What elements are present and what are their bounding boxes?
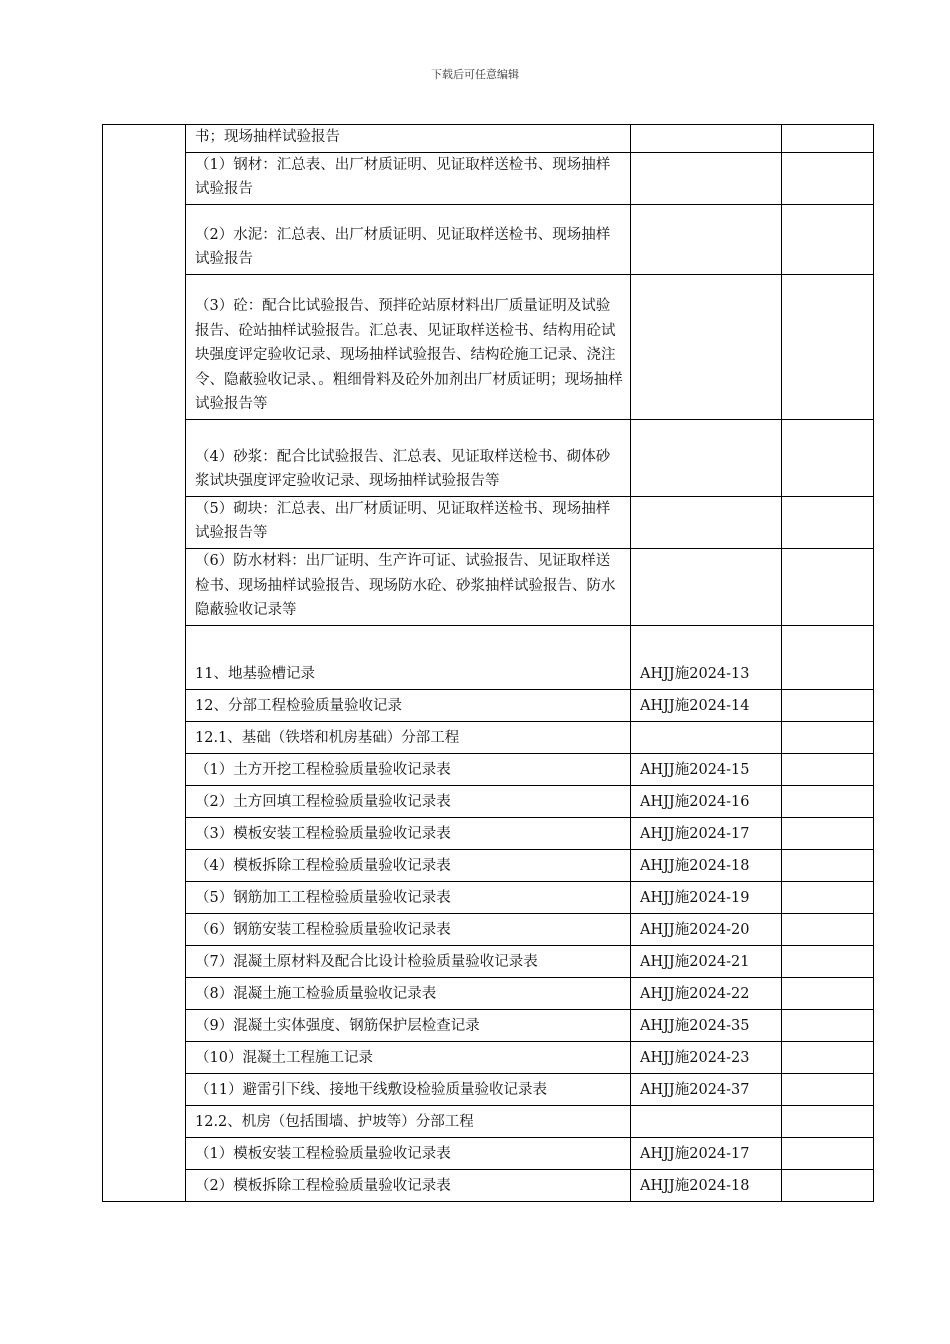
item-text: 12.2、机房（包括围墙、护坡等）分部工程 [186,1105,631,1137]
item-code: AHJJ施2024-18 [631,849,782,881]
item-code [631,548,782,625]
item-remark [782,785,874,817]
table-row [103,1137,874,1169]
item-code [631,125,782,153]
item-text: （1）钢材：汇总表、出厂材质证明、见证取样送检书、现场抽样试验报告 [186,152,631,204]
item-remark [782,1041,874,1073]
item-code [631,204,782,274]
table-row [103,625,874,689]
item-code: AHJJ施2024-18 [631,1169,782,1201]
item-remark [782,945,874,977]
item-remark [782,1073,874,1105]
item-text: （3）砼：配合比试验报告、预拌砼站原材料出厂质量证明及试验报告、砼站抽样试验报告。汇总表、见证取样送检书、结构用砼试块强度评定验收记录、现场抽样试验报告、结构砼施工记录、浇注令、隐蔽验收记录、。粗细骨料及砼外加剂出厂材质证明；现场抽样试验报告等 [186,274,631,419]
item-text: （2）土方回填工程检验质量验收记录表 [186,785,631,817]
item-text: （5）钢筋加工工程检验质量验收记录表 [186,881,631,913]
item-remark [782,152,874,204]
table-row [103,1169,874,1201]
item-text: （2）模板拆除工程检验质量验收记录表 [186,1169,631,1201]
table-row [103,945,874,977]
item-text: （4）模板拆除工程检验质量验收记录表 [186,849,631,881]
item-code [631,1105,782,1137]
item-text: （2）水泥：汇总表、出厂材质证明、见证取样送检书、现场抽样试验报告 [186,204,631,274]
item-text: （6）钢筋安装工程检验质量验收记录表 [186,913,631,945]
table-row [103,913,874,945]
table-row [103,721,874,753]
item-text: （1）土方开挖工程检验质量验收记录表 [186,753,631,785]
table-row [103,125,874,153]
table-row [103,548,874,625]
item-code [631,496,782,548]
item-code: AHJJ施2024-22 [631,977,782,1009]
item-code: AHJJ施2024-35 [631,1009,782,1041]
item-text: 书；现场抽样试验报告 [186,125,631,153]
document-table [102,124,874,1202]
item-remark [782,689,874,721]
item-text: 12.1、基础（铁塔和机房基础）分部工程 [186,721,631,753]
item-code [631,419,782,496]
item-remark [782,204,874,274]
left-merged-cell [103,125,186,1202]
table-row [103,274,874,419]
item-text: （4）砂浆：配合比试验报告、汇总表、见证取样送检书、砌体砂浆试块强度评定验收记录、现场抽样试验报告等 [186,419,631,496]
item-code: AHJJ施2024-17 [631,817,782,849]
table-row [103,849,874,881]
item-code: AHJJ施2024-21 [631,945,782,977]
item-remark [782,496,874,548]
item-text: （11）避雷引下线、接地干线敷设检验质量验收记录表 [186,1073,631,1105]
item-remark [782,125,874,153]
table-row [103,419,874,496]
item-code: AHJJ施2024-20 [631,913,782,945]
item-remark [782,721,874,753]
item-remark [782,1137,874,1169]
table-row [103,977,874,1009]
item-code [631,721,782,753]
item-code [631,152,782,204]
item-text: （6）防水材料：出厂证明、生产许可证、试验报告、见证取样送检书、现场抽样试验报告、现场防水砼、砂浆抽样试验报告、防水隐蔽验收记录等 [186,548,631,625]
table-row [103,496,874,548]
item-code: AHJJ施2024-14 [631,689,782,721]
item-remark [782,753,874,785]
item-remark [782,1009,874,1041]
table-row [103,1073,874,1105]
item-text: （9）混凝土实体强度、钢筋保护层检查记录 [186,1009,631,1041]
table-row [103,753,874,785]
table-row [103,1009,874,1041]
item-code: AHJJ施2024-37 [631,1073,782,1105]
item-remark [782,625,874,689]
item-code: AHJJ施2024-19 [631,881,782,913]
table-row [103,1041,874,1073]
item-text: （5）砌块：汇总表、出厂材质证明、见证取样送检书、现场抽样试验报告等 [186,496,631,548]
item-remark [782,977,874,1009]
item-remark [782,817,874,849]
item-text: 12、分部工程检验质量验收记录 [186,689,631,721]
item-text: （1）模板安装工程检验质量验收记录表 [186,1137,631,1169]
table-row [103,785,874,817]
item-remark [782,913,874,945]
table-row [103,204,874,274]
table-row [103,881,874,913]
item-code: AHJJ施2024-17 [631,1137,782,1169]
item-code: AHJJ施2024-13 [631,625,782,689]
item-text: （3）模板安装工程检验质量验收记录表 [186,817,631,849]
item-remark [782,274,874,419]
item-remark [782,849,874,881]
item-text: 11、地基验槽记录 [186,625,631,689]
item-remark [782,881,874,913]
item-code: AHJJ施2024-16 [631,785,782,817]
page-header: 下载后可任意编辑 [431,68,519,81]
item-remark [782,1169,874,1201]
item-code [631,274,782,419]
item-text: （10）混凝土工程施工记录 [186,1041,631,1073]
item-code: AHJJ施2024-15 [631,753,782,785]
item-text: （8）混凝土施工检验质量验收记录表 [186,977,631,1009]
item-code: AHJJ施2024-23 [631,1041,782,1073]
item-remark [782,548,874,625]
table-row [103,817,874,849]
table-row [103,689,874,721]
table-row [103,152,874,204]
item-remark [782,419,874,496]
table-row [103,1105,874,1137]
item-text: （7）混凝土原材料及配合比设计检验质量验收记录表 [186,945,631,977]
item-remark [782,1105,874,1137]
